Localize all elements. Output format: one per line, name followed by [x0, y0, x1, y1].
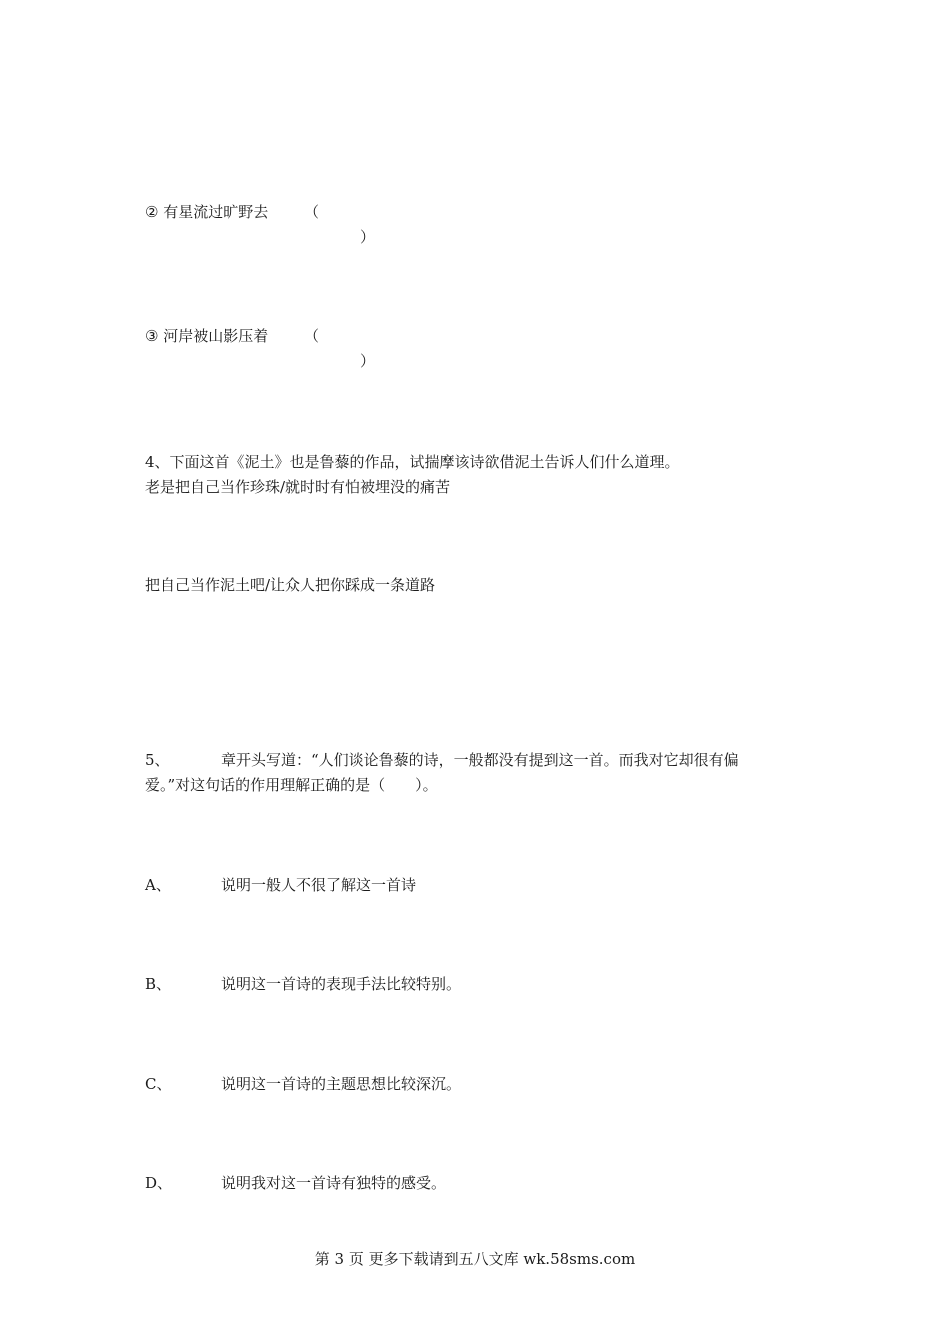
option-d-letter: D、: [145, 1174, 173, 1192]
option-c-letter: C、: [145, 1075, 172, 1093]
q5-number: 5、: [145, 751, 170, 769]
option-c-text: 说明这一首诗的主题思想比较深沉。: [221, 1075, 462, 1093]
option-a-letter: A、: [145, 876, 171, 894]
option-d-text: 说明我对这一首诗有独特的感受。: [221, 1174, 447, 1192]
q5-line-1: 章开头写道：“人们谈论鲁藜的诗，一般都没有提到这一首。而我对它却很有偏: [221, 751, 739, 769]
q5-line-2: 爱。”对这句话的作用理解正确的是（ ）。: [145, 776, 438, 794]
q4-poem-line-2: 把自己当作泥土吧/让众人把你踩成一条道路: [145, 576, 436, 594]
option-b-letter: B、: [145, 975, 172, 993]
option-b-text: 说明这一首诗的表现手法比较特别。: [221, 975, 462, 993]
q3-item-2-open-paren: （: [304, 203, 320, 221]
page-footer: 第 3 页 更多下载请到五八文库 wk.58sms.com: [314, 1250, 636, 1268]
q4-question: 4、下面这首《泥土》也是鲁藜的作品，试揣摩该诗欲借泥土告诉人们什么道理。: [145, 453, 680, 471]
q3-item-3-open-paren: （: [304, 327, 320, 345]
q3-item-3-close-paren: ）: [360, 352, 376, 370]
option-a-text: 说明一般人不很了解这一首诗: [221, 876, 417, 894]
q4-poem-line-1: 老是把自己当作珍珠/就时时有怕被埋没的痛苦: [145, 478, 451, 496]
q3-item-2-label: ② 有星流过旷野去: [145, 203, 269, 221]
q3-item-2-close-paren: ）: [360, 228, 376, 246]
q3-item-3-label: ③ 河岸被山影压着: [145, 327, 269, 345]
